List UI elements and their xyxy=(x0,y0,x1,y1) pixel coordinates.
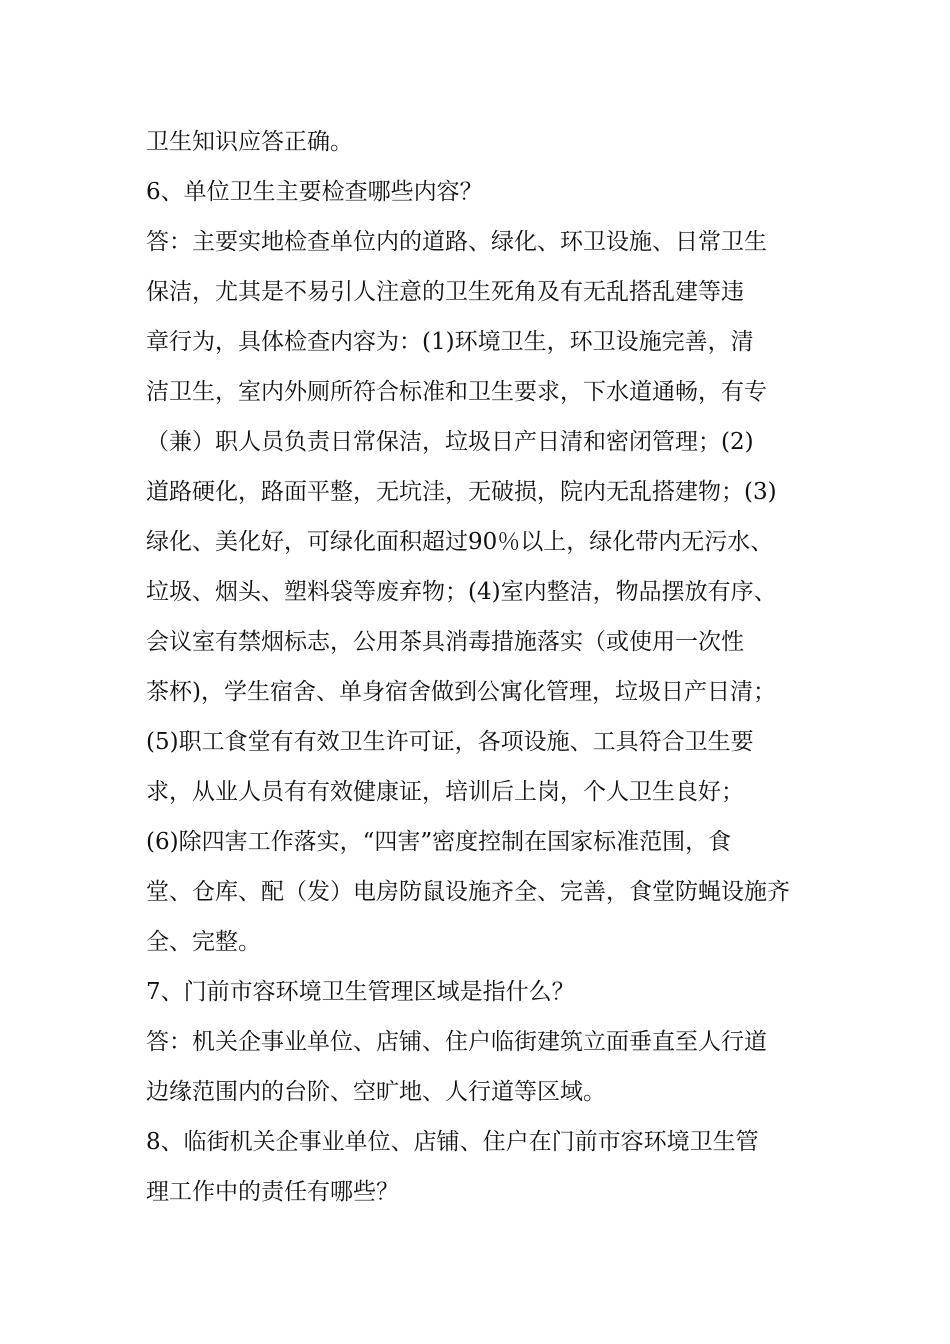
text-line: 理工作中的责任有哪些？ xyxy=(146,1179,399,1205)
text-line: 垃圾、烟头、塑料袋等废弃物；(4)室内整洁，物品摆放有序、 xyxy=(146,579,777,605)
text-line: (5)职工食堂有有效卫生许可证，各项设施、工具符合卫生要 xyxy=(146,729,754,755)
question-8: 8、临街机关企事业单位、店铺、住户在门前市容环境卫生管 xyxy=(146,1129,759,1155)
text-line: 全、完整。 xyxy=(146,929,261,955)
text-line: 保洁，尤其是不易引人注意的卫生死角及有无乱搭乱建等违 xyxy=(146,279,744,305)
text-line: 洁卫生，室内外厕所符合标准和卫生要求，下水道通畅，有专 xyxy=(146,379,767,405)
text-line: 茶杯)，学生宿舍、单身宿舍做到公寓化管理，垃圾日产日清； xyxy=(146,679,776,705)
text-line: （兼）职人员负责日常保洁，垃圾日产日清和密闭管理；(2) xyxy=(146,429,754,455)
question-6: 6、单位卫生主要检查哪些内容？ xyxy=(146,179,483,205)
text-line: 堂、仓库、配（发）电房防鼠设施齐全、完善，食堂防蝇设施齐 xyxy=(146,879,790,905)
text-line: 答：主要实地检查单位内的道路、绿化、环卫设施、日常卫生 xyxy=(146,229,767,255)
question-7: 7、门前市容环境卫生管理区域是指什么？ xyxy=(146,979,575,1005)
text-line: 绿化、美化好，可绿化面积超过90％以上，绿化带内无污水、 xyxy=(146,529,774,555)
text-line: 卫生知识应答正确。 xyxy=(146,129,353,155)
text-line: 会议室有禁烟标志，公用茶具消毒措施落实（或使用一次性 xyxy=(146,629,744,655)
text-line: 章行为，具体检查内容为：(1)环境卫生，环卫设施完善，清 xyxy=(146,329,754,355)
text-line: 答：机关企事业单位、店铺、住户临街建筑立面垂直至人行道 xyxy=(146,1029,767,1055)
text-line: (6)除四害工作落实，“四害”密度控制在国家标准范围，食 xyxy=(146,829,732,855)
text-line: 边缘范围内的台阶、空旷地、人行道等区域。 xyxy=(146,1079,606,1105)
text-line: 求，从业人员有有效健康证，培训后上岗，个人卫生良好； xyxy=(146,779,744,805)
text-line: 道路硬化，路面平整，无坑洼，无破损，院内无乱搭建物；(3) xyxy=(146,479,777,505)
